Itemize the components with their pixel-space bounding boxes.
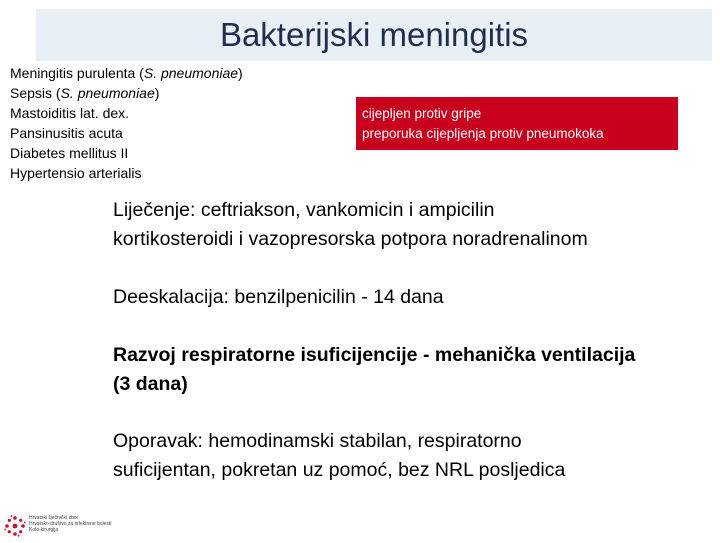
deescalation-paragraph: Deeskalacija: benzilpenicilin - 14 dana xyxy=(113,286,444,308)
logo-emblem-icon xyxy=(3,514,27,538)
finding-sepsis: Sepsis (S. pneumoniae) xyxy=(10,85,160,101)
treatment-line-2: kortikosteroidi i vazopresorska potpora noradrenalinom xyxy=(113,228,588,250)
treatment-label: Liječenje xyxy=(113,199,190,221)
respiratory-paragraph: Razvoj respiratorne isuficijencije - mehanička ventilacija (3 dana) xyxy=(113,344,636,395)
clinical-findings-list xyxy=(10,63,310,183)
finding-hypertension: Hypertensio arterialis xyxy=(10,165,142,181)
finding-mastoiditis: Mastoiditis lat. dex. xyxy=(10,105,130,121)
finding-diabetes: Diabetes mellitus II xyxy=(10,145,129,161)
vaccination-line-flu: cijepljen protiv gripe xyxy=(362,106,482,121)
vaccination-box xyxy=(356,97,678,150)
finding-meningitis: Meningitis purulenta (S. pneumoniae) xyxy=(10,65,243,81)
recovery-paragraph: Oporavak: hemodinamski stabilan, respiratorno suficijentan, pokretan uz pomoć, bez NRL posljedica xyxy=(113,430,566,481)
treatment-paragraph: Liječenje: ceftriakson, vankomicin i ampicilin kortikosteroidi i vazopresorska potpora noradrenalinom xyxy=(113,196,713,254)
vaccination-line-pneumococcal: preporuka cijepljenja protiv pneumokoka xyxy=(362,126,604,141)
finding-pansinusitis: Pansinusitis acuta xyxy=(10,125,123,141)
society-logo xyxy=(3,514,153,540)
slide-title: Bakterijski meningitis xyxy=(219,16,529,53)
logo-text: Hrvatski liječnički zbor Hrvatsko društvo za infektivne bolesti Kolo-kirurgija xyxy=(29,515,112,533)
